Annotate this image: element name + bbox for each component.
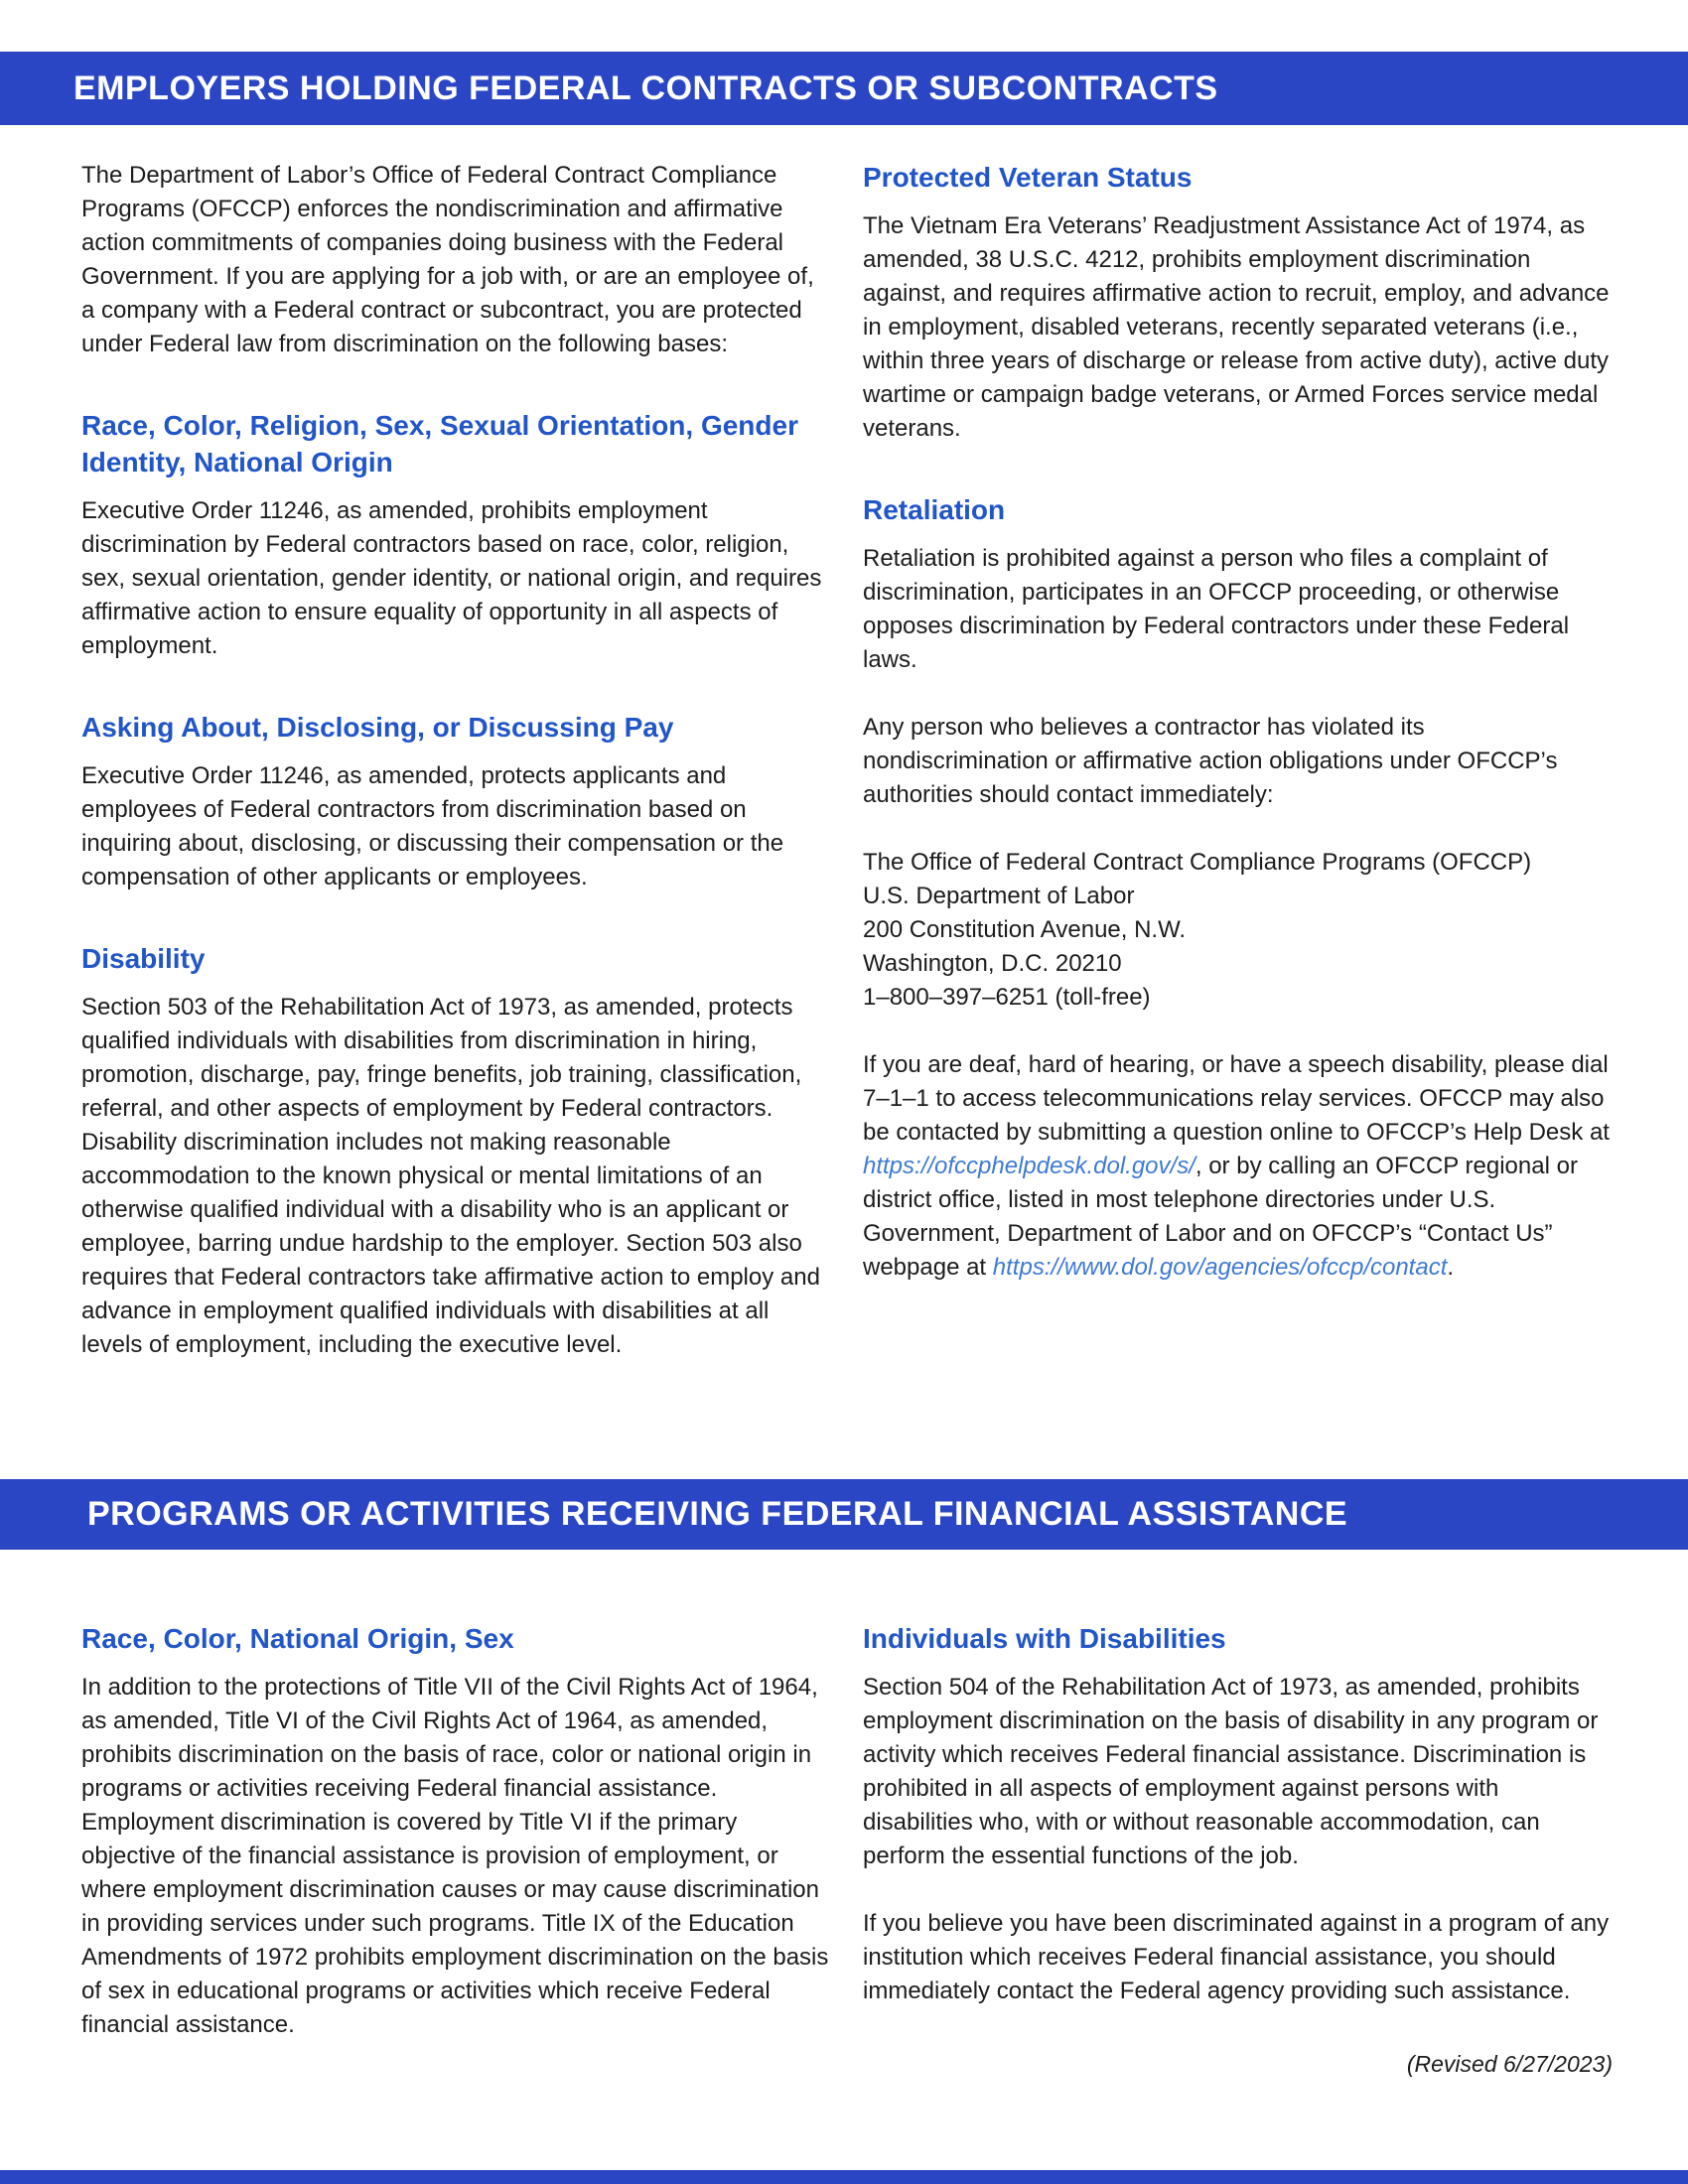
relay-services-text-3: . bbox=[1447, 1254, 1455, 1281]
ofccp-address-block bbox=[863, 846, 1613, 1015]
heading-individuals-with-disabilities: Individuals with Disabilities bbox=[863, 1623, 1226, 1654]
heading-protected-veteran-status: Protected Veteran Status bbox=[863, 162, 1193, 193]
banner-employers-federal-contracts bbox=[0, 52, 1688, 125]
protected-veteran-status-text: The Vietnam Era Veterans’ Readjustment Assistance Act of 1974, as amended, 38 U.S.C. 4212, prohibits employment discrimination against, and requires affirmative action to recruit, employ, and advance in employment, disabled veterans, recently separated veterans (i.e., within three years of discharge or release from active duty), active duty wartime or campaign badge veterans, or Armed Forces service medal veterans. bbox=[863, 212, 1610, 442]
heading-asking-about-pay: Asking About, Disclosing, or Discussing Pay bbox=[81, 712, 674, 743]
bottom-partial-banner bbox=[0, 2170, 1688, 2184]
address-line-department: U.S. Department of Labor bbox=[863, 883, 1135, 909]
heading-race-color-religion-sex: Race, Color, Religion, Sex, Sexual Orientation, Gender Identity, National Origin bbox=[81, 410, 798, 478]
individuals-with-disabilities-text: Section 504 of the Rehabilitation Act of 1973, as amended, prohibits employment discrimination on the basis of disability in any program or activity which receives Federal financial assistance. Discrimination is prohibited in all aspects of employment against persons with disabilities who, with or without reasonable accommodation, can perform the essential functions of the job. bbox=[863, 1674, 1599, 1869]
race-color-religion-sex-text: Executive Order 11246, as amended, prohibits employment discrimination by Federal contractors based on race, color, religion, sex, sexual orientation, gender identity, or national origin, and requires affirmative action to ensure equality of opportunity in all aspects of employment. bbox=[81, 497, 822, 659]
intro-paragraph: The Department of Labor’s Office of Federal Contract Compliance Programs (OFCCP) enforces the nondiscrimination and affirmative action commitments of companies doing business with the Federal Government. If you are applying for a job with, or are an employee of, a company with a Federal contract or subcontract, you are protected under Federal law from discrimination on the following bases: bbox=[81, 162, 814, 357]
banner-programs-title: PROGRAMS OR ACTIVITIES RECEIVING FEDERAL FINANCIAL ASSISTANCE bbox=[87, 1495, 1348, 1533]
heading-retaliation: Retaliation bbox=[863, 494, 1006, 525]
programs-right-column bbox=[863, 1620, 1613, 2076]
disability-text: Section 503 of the Rehabilitation Act of 1973, as amended, protects qualified individuals with disabilities from discrimination in hiring, promotion, discharge, pay, fringe benefits, job training, classification, referral, and other aspects of employment by Federal contractors. Disability discrimination includes not making reasonable accommodation to the known physical or mental limitations of an otherwise qualified individual with a disability who is an applicant or employee, barring undue hardship to the employer. Section 503 also requires that Federal contractors take affirmative action to employ and advance in employment qualified individuals with disabilities at all levels of employment, including the executive level. bbox=[81, 994, 820, 1358]
contact-webpage-link[interactable]: https://www.dol.gov/agencies/ofccp/contact bbox=[992, 1254, 1448, 1281]
helpdesk-link[interactable]: https://ofccphelpdesk.dol.gov/s/ bbox=[863, 1153, 1196, 1179]
address-line-street: 200 Constitution Avenue, N.W. bbox=[863, 916, 1187, 943]
revised-date-note: (Revised 6/27/2023) bbox=[1406, 2051, 1613, 2077]
employers-section-columns bbox=[81, 159, 1613, 1396]
employers-left-column bbox=[81, 159, 831, 1396]
heading-disability: Disability bbox=[81, 943, 206, 974]
programs-left-column bbox=[81, 1620, 831, 2076]
address-line-office: The Office of Federal Contract Compliance Programs (OFCCP) bbox=[863, 849, 1532, 876]
relay-services-text-1: If you are deaf, hard of hearing, or have a speech disability, please dial 7–1–1 to access telecommunications relay services. OFCCP may also be contacted by submitting a question online to OFCCP’s Help Desk at bbox=[863, 1051, 1610, 1146]
race-color-national-origin-sex-text: In addition to the protections of Title VII of the Civil Rights Act of 1964, as amended, Title VI of the Civil Rights Act of 1964, as amended, prohibits discrimination on the basis of race, color or national origin in programs or activities receiving Federal financial assistance. Employment discrimination is covered by Title VI if the primary objective of the financial assistance is provision of employment, or where employment discrimination causes or may cause discrimination in providing services under such programs. Title IX of the Education Amendments of 1972 prohibits employment discrimination on the basis of sex in educational programs or activities which receive Federal financial assistance. bbox=[81, 1674, 829, 2038]
relay-services-text-2: , or by calling an OFCCP regional or district office, listed in most telephone directories under U.S. Government, Department of Labor and on OFCCP’s “Contact Us” webpage at bbox=[863, 1153, 1578, 1281]
relay-services-paragraph bbox=[863, 1048, 1613, 1285]
address-line-city: Washington, D.C. 20210 bbox=[863, 950, 1122, 977]
discrimination-contact-text: If you believe you have been discriminated against in a program of any institution which receives Federal financial assistance, you should immediately contact the Federal agency providing such assistance. bbox=[863, 1910, 1610, 2004]
heading-race-color-national-origin-sex: Race, Color, National Origin, Sex bbox=[81, 1623, 514, 1654]
employers-right-column bbox=[863, 159, 1613, 1396]
address-line-phone: 1–800–397–6251 (toll-free) bbox=[863, 984, 1151, 1011]
banner-programs-federal-assistance bbox=[0, 1479, 1688, 1550]
retaliation-contact-intro-text: Any person who believes a contractor has violated its nondiscrimination or affirmative action obligations under OFCCP’s authorities should contact immediately: bbox=[863, 714, 1558, 808]
banner-employers-title: EMPLOYERS HOLDING FEDERAL CONTRACTS OR SUBCONTRACTS bbox=[73, 68, 1218, 107]
programs-section-columns bbox=[81, 1620, 1613, 2076]
asking-about-pay-text: Executive Order 11246, as amended, protects applicants and employees of Federal contractors from discrimination based on inquiring about, disclosing, or discussing their compensation or the compensation of other applicants or employees. bbox=[81, 762, 784, 890]
retaliation-text: Retaliation is prohibited against a person who files a complaint of discrimination, participates in an OFCCP proceeding, or otherwise opposes discrimination by Federal contractors under these Federal laws. bbox=[863, 545, 1570, 673]
